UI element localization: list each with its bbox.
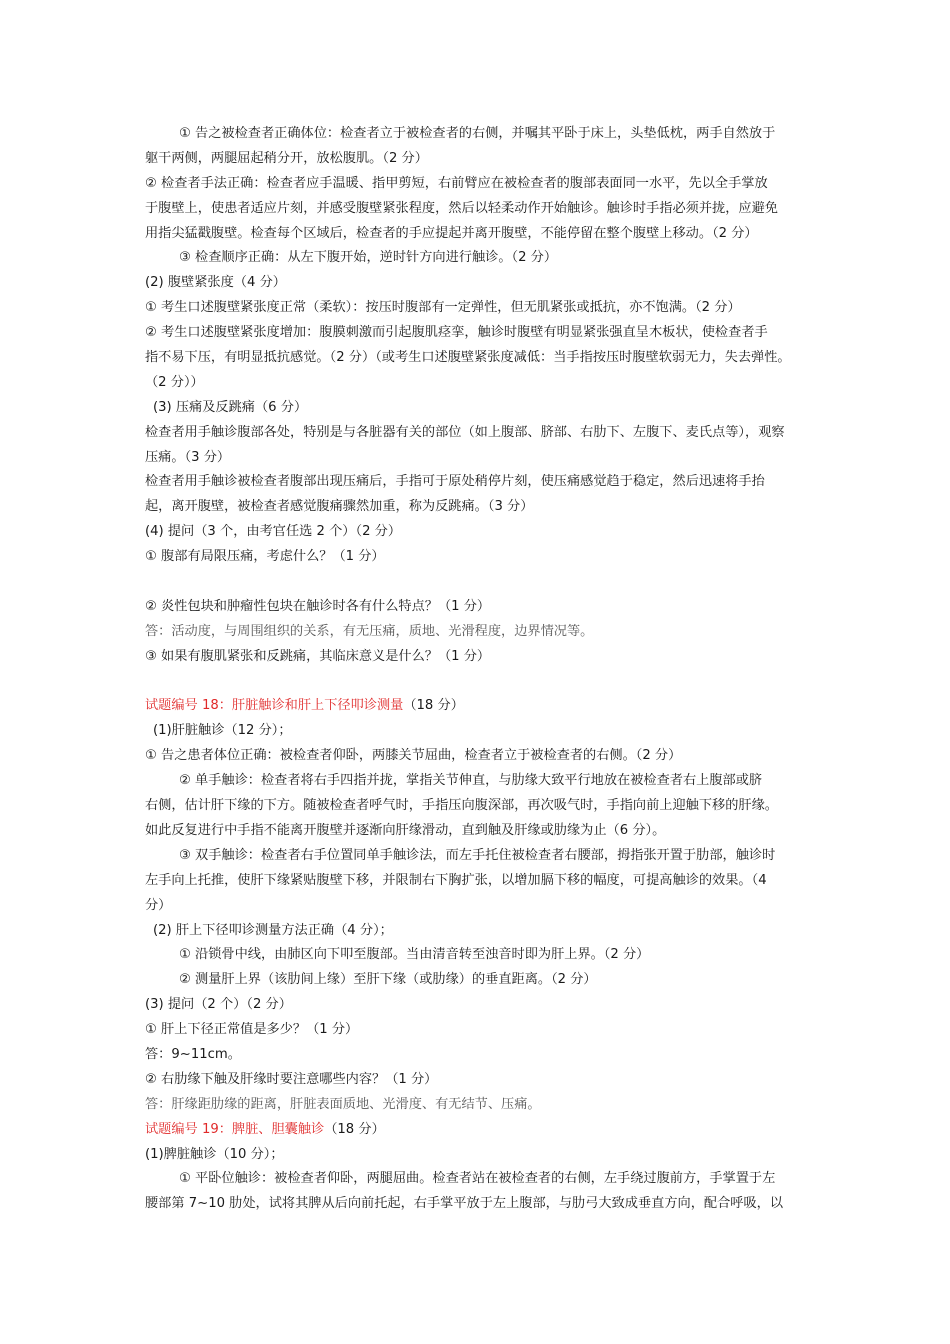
paragraph-line: 指不易下压，有明显抵抗感觉。（2 分）（或考生口述腹壁紧张度减低：当手指按压时腹壁软弱无力，失去弹性。 xyxy=(145,350,791,366)
paragraph-line: 右侧，估计肝下缘的下方。随被检查者呼气时，手指压向腹深部，再次吸气时，手指向前上迎触下移的肝缘。 xyxy=(145,798,778,814)
paragraph-line: （2 分）） xyxy=(145,374,204,390)
paragraph-line: 检查者用手触诊被检查者腹部出现压痛后，手指可于原处稍停片刻，使压痛感觉趋于稳定，然后迅速将手抬 xyxy=(145,474,765,490)
paragraph-line: 如此反复进行中手指不能离开腹壁并逐渐向肝缘滑动，直到触及肝缘或肋缘为止（6 分）。 xyxy=(145,822,666,838)
section-heading: (2) 腹壁紧张度（4 分） xyxy=(145,275,286,291)
paragraph-line: 压痛。（3 分） xyxy=(145,449,231,465)
blank-line xyxy=(145,670,813,695)
question-line: ③ 如果有腹肌紧张和反跳痛，其临床意义是什么？（1 分） xyxy=(145,648,491,664)
question-title: 试题编号 19：脾脏、胆囊触诊 xyxy=(145,1121,325,1137)
question-heading-19 xyxy=(145,1118,813,1143)
paragraph-line: ① 告之被检查者正确体位：检查者立于被检查者的右侧，并嘱其平卧于床上，头垫低枕，两手自然放于 xyxy=(179,126,776,141)
section-heading: (3) 提问（2 个）（2 分） xyxy=(145,997,292,1013)
question-line: ① 腹部有局限压痛，考虑什么？（1 分） xyxy=(145,549,385,565)
paragraph-line: 起，离开腹壁，被检查者感觉腹痛骤然加重，称为反跳痛。（3 分） xyxy=(145,499,534,515)
answer-line: 答：活动度，与周围组织的关系，有无压痛，质地、光滑程度，边界情况等。 xyxy=(145,623,594,639)
paragraph-line: ① 考生口述腹壁紧张度正常（柔软）：按压时腹部有一定弹性，但无肌紧张或抵抗，亦不饱满。（2 分） xyxy=(145,300,741,316)
paragraph-line: 检查者用手触诊腹部各处，特别是与各脏器有关的部位（如上腹部、脐部、右肋下、左腹下、麦氏点等），观察 xyxy=(145,424,785,440)
document-page xyxy=(145,122,813,1217)
paragraph-line: 左手向上托推，使肝下缘紧贴腹壁下移，并限制右下胸扩张，以增加膈下移的幅度，可提高触诊的效果。（4 xyxy=(145,872,767,888)
paragraph-line: 腰部第 7~10 肋处，试将其脾从后向前托起，右手掌平放于左上腹部，与肋弓大致成垂直方向，配合呼吸，以 xyxy=(145,1196,784,1212)
paragraph-line: ② 考生口述腹壁紧张度增加：腹膜刺激而引起腹肌痉挛，触诊时腹壁有明显紧张强直呈木板状，使检查者手 xyxy=(145,325,768,341)
paragraph-line: ③ 双手触诊：检查者右手位置同单手触诊法，而左手托住被检查者右腰部，拇指张开置于肋部，触诊时 xyxy=(179,847,776,863)
question-heading-18 xyxy=(145,694,813,719)
paragraph-line: ② 单手触诊：检查者将右手四指并拢，掌指关节伸直，与肋缘大致平行地放在被检查者右上腹部或脐 xyxy=(179,773,763,789)
blank-line xyxy=(145,570,813,595)
paragraph-line: 分） xyxy=(145,897,172,913)
paragraph-line: ① 告之患者体位正确：被检查者仰卧，两膝关节屈曲，检查者立于被检查者的右侧。（2 分） xyxy=(145,748,682,764)
paragraph-line: ① 平卧位触诊：被检查者仰卧，两腿屈曲。检查者站在被检查者的右侧，左手绕过腹前方，手掌置于左 xyxy=(179,1171,776,1187)
paragraph-line: ② 测量肝上界（该肋间上缘）至肝下缘（或肋缘）的垂直距离。（2 分） xyxy=(179,972,597,988)
paragraph-line: 于腹壁上，使患者适应片刻，并感受腹壁紧张程度，然后以轻柔动作开始触诊。触诊时手指必须并拢，应避免 xyxy=(145,200,778,216)
section-heading: (2) 肝上下径叩诊测量方法正确（4 分）； xyxy=(153,922,393,938)
question-line: ② 炎性包块和肿瘤性包块在触诊时各有什么特点？（1 分） xyxy=(145,598,491,614)
section-heading: (4) 提问（3 个，由考官任选 2 个）（2 分） xyxy=(145,524,402,540)
answer-line: 答：肝缘距肋缘的距离，肝脏表面质地、光滑度、有无结节、压痛。 xyxy=(145,1096,541,1112)
paragraph-line: ② 检查者手法正确：检查者应手温暖、指甲剪短，右前臂应在被检查者的腹部表面同一水平，先以全手掌放 xyxy=(145,175,768,191)
section-heading: (1)肝脏触诊（12 分）； xyxy=(153,723,292,739)
section-heading: (3) 压痛及反跳痛（6 分） xyxy=(153,399,308,415)
section-heading: (1)脾脏触诊（10 分）； xyxy=(145,1146,284,1162)
answer-line: 答：9~11cm。 xyxy=(145,1046,241,1062)
paragraph-line: 用指尖猛戳腹壁。检查每个区域后，检查者的手应提起并离开腹壁，不能停留在整个腹壁上移动。（2 分） xyxy=(145,225,758,241)
question-line: ② 右肋缘下触及肝缘时要注意哪些内容？（1 分） xyxy=(145,1071,438,1087)
question-score: （18 分） xyxy=(324,1121,385,1137)
paragraph-line: ③ 检查顺序正确：从左下腹开始，逆时针方向进行触诊。（2 分） xyxy=(179,250,558,266)
question-score: （18 分） xyxy=(403,698,464,714)
question-title: 试题编号 18：肝脏触诊和肝上下径叩诊测量 xyxy=(145,698,404,714)
paragraph-line: ① 沿锁骨中线，由肺区向下叩至腹部。当由清音转至浊音时即为肝上界。（2 分） xyxy=(179,947,650,963)
question-line: ① 肝上下径正常值是多少？（1 分） xyxy=(145,1022,359,1038)
paragraph-line: 躯干两侧，两腿屈起稍分开，放松腹肌。（2 分） xyxy=(145,150,428,166)
